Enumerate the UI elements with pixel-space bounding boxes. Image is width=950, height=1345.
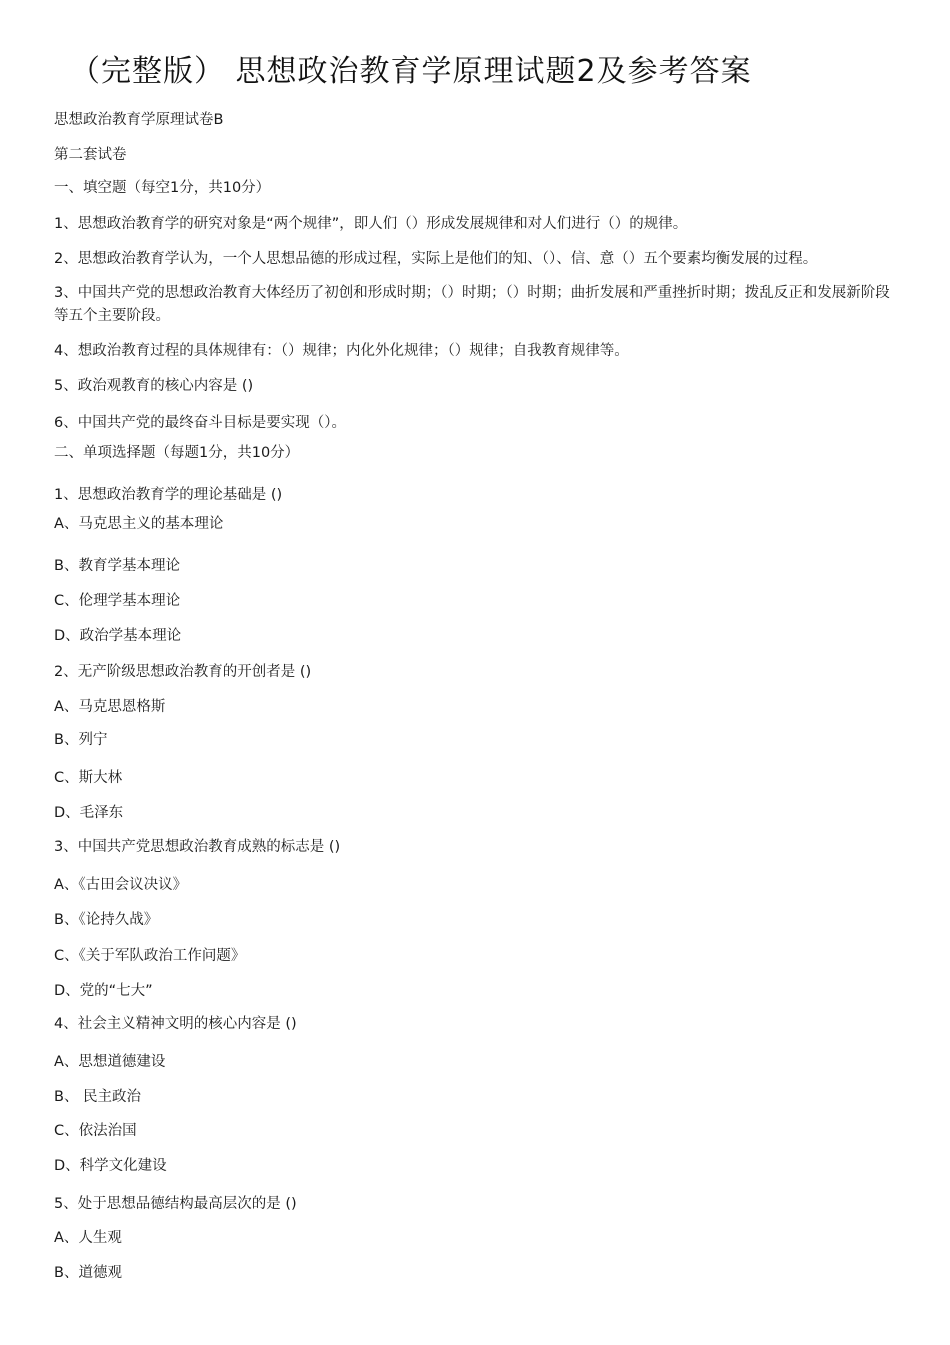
q1-option-a: A、马克思主义的基本理论 (54, 516, 224, 532)
q3-option-b: B、《论持久战》 (54, 912, 159, 928)
section1-heading: 一、填空题（每空1分，共10分） (54, 180, 271, 196)
q2-option-b: B、列宁 (54, 732, 108, 748)
q4-option-b: B、 民主政治 (54, 1089, 142, 1105)
q3-option-a: A、《古田会议决议》 (54, 877, 188, 893)
exam-subtitle: 思想政治教育学原理试卷B (54, 112, 224, 128)
exam-set-label: 第二套试卷 (54, 147, 127, 163)
document-title: （完整版） 思想政治教育学原理试题2及参考答案 (70, 54, 752, 89)
choice-question-5: 5、处于思想品德结构最高层次的是 () (54, 1196, 297, 1212)
q5-option-a: A、人生观 (54, 1230, 122, 1246)
q2-option-c: C、斯大林 (54, 770, 123, 786)
q3-option-d: D、党的“七大” (54, 983, 153, 999)
fill-blank-item-1: 1、思想政治教育学的研究对象是“两个规律”，即人们（）形成发展规律和对人们进行（）的规律。 (54, 216, 688, 232)
q1-option-b: B、教育学基本理论 (54, 558, 180, 574)
q1-option-d: D、政治学基本理论 (54, 628, 182, 644)
q3-option-c: C、《关于军队政治工作问题》 (54, 948, 246, 964)
choice-question-1: 1、思想政治教育学的理论基础是 () (54, 487, 283, 503)
section2-heading: 二、单项选择题（每题1分，共10分） (54, 445, 300, 461)
fill-blank-item-2: 2、思想政治教育学认为，一个人思想品德的形成过程，实际上是他们的知、（）、信、意（）五个要素均衡发展的过程。 (54, 251, 818, 267)
choice-question-2: 2、无产阶级思想政治教育的开创者是 () (54, 664, 312, 680)
fill-blank-item-5: 5、政治观教育的核心内容是 () (54, 378, 254, 394)
q2-option-d: D、毛泽东 (54, 805, 124, 821)
fill-blank-item-4: 4、想政治教育过程的具体规律有：（）规律；内化外化规律；（）规律；自我教育规律等。 (54, 343, 629, 359)
choice-question-4: 4、社会主义精神文明的核心内容是 () (54, 1016, 297, 1032)
q4-option-c: C、依法治国 (54, 1123, 137, 1139)
q1-option-c: C、伦理学基本理论 (54, 593, 181, 609)
choice-question-3: 3、中国共产党思想政治教育成熟的标志是 () (54, 839, 341, 855)
fill-blank-item-6: 6、中国共产党的最终奋斗目标是要实现（）。 (54, 415, 346, 431)
q5-option-b: B、道德观 (54, 1265, 122, 1281)
fill-blank-item-3: 3、中国共产党的思想政治教育大体经历了初创和形成时期；（）时期；（）时期；曲折发展和严重挫折时期；拨乱反正和发展新阶段等五个主要阶段。 (54, 285, 890, 324)
q2-option-a: A、马克思恩格斯 (54, 699, 166, 715)
q4-option-d: D、科学文化建设 (54, 1158, 167, 1174)
q4-option-a: A、思想道德建设 (54, 1054, 166, 1070)
